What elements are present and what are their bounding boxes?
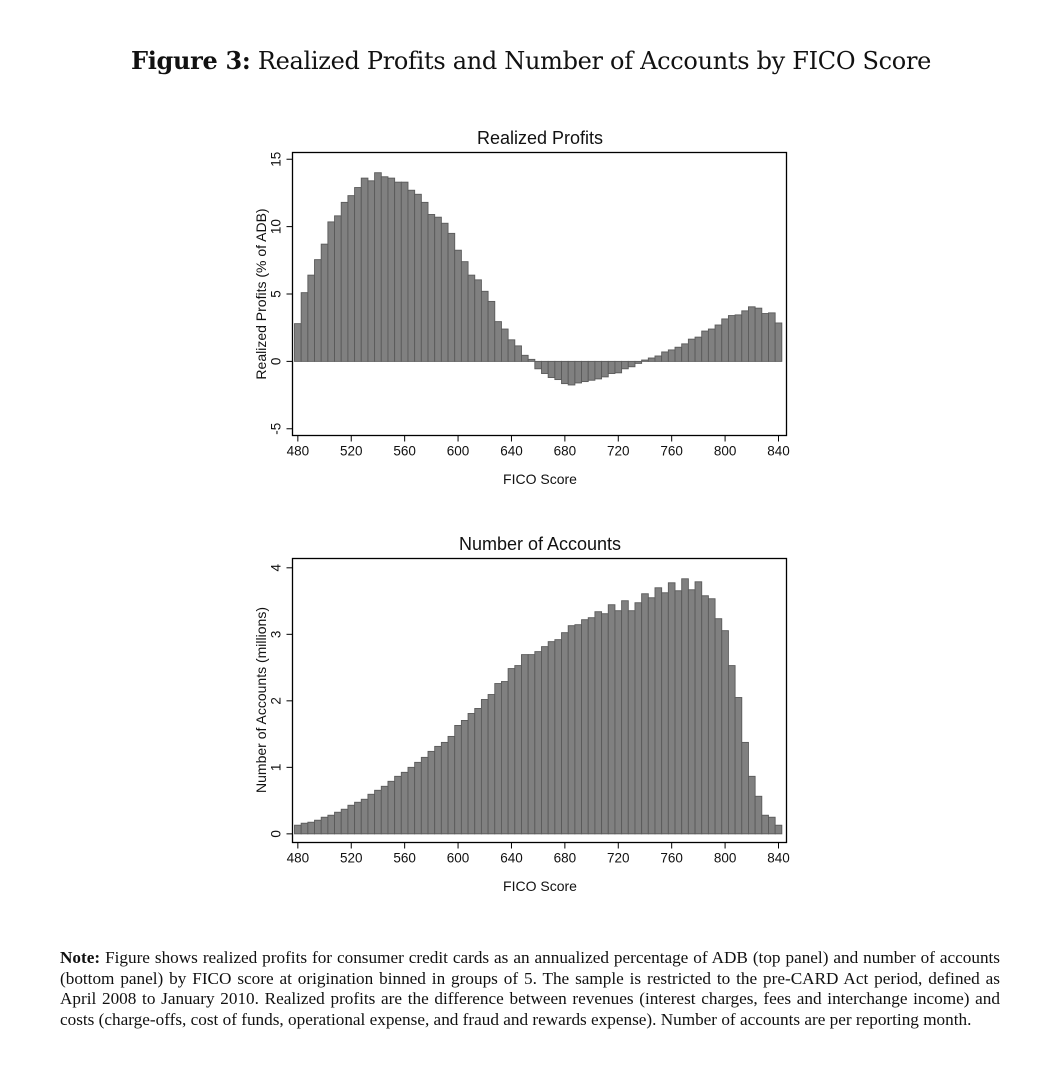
bar-770	[682, 579, 689, 834]
figure-title-text: Realized Profits and Number of Accounts by FICO Score	[257, 47, 932, 75]
bar-605	[461, 720, 468, 833]
bar-700	[588, 618, 595, 834]
bar-640	[508, 669, 515, 834]
x-tick-label: 760	[660, 443, 683, 459]
bar-645	[515, 666, 522, 834]
bar-815	[742, 742, 749, 833]
bar-630	[495, 684, 502, 834]
bar-540	[375, 790, 382, 834]
bar-745	[648, 598, 655, 834]
bar-740	[642, 594, 649, 834]
x-tick-label: 600	[446, 850, 470, 866]
bar-695	[582, 620, 589, 834]
x-tick-label: 640	[500, 850, 523, 866]
bar-490	[308, 822, 315, 834]
y-tick-label: 0	[268, 830, 284, 838]
figure-label: Figure 3:	[130, 46, 251, 75]
y-tick-label: 2	[268, 697, 284, 705]
x-tick-label: 720	[607, 443, 630, 459]
bar-830	[762, 815, 769, 834]
bar-755	[662, 593, 669, 834]
bar-720	[615, 611, 622, 834]
x-tick-label: 720	[607, 850, 630, 866]
bar-780	[695, 582, 702, 834]
bar-835	[768, 817, 775, 834]
x-tick-label: 560	[393, 850, 416, 866]
bar-750	[655, 588, 662, 834]
bar-525	[355, 802, 362, 834]
bar-705	[595, 612, 602, 834]
bar-795	[715, 619, 722, 834]
bar-765	[675, 591, 682, 834]
bar-670	[548, 642, 555, 834]
bar-680	[562, 633, 569, 834]
bar-825	[755, 796, 762, 834]
bar-790	[708, 599, 715, 834]
bar-625	[488, 695, 495, 834]
x-tick-label: 560	[393, 443, 416, 459]
bar-710	[602, 614, 609, 834]
figure-note	[60, 948, 1000, 1030]
bar-530	[361, 799, 368, 834]
x-tick-label: 480	[286, 850, 310, 866]
bar-535	[368, 794, 375, 834]
bar-760	[668, 583, 675, 834]
bar-500	[321, 817, 328, 834]
bar-565	[408, 767, 415, 834]
y-tick-label: 15	[268, 151, 284, 167]
bar-735	[635, 603, 642, 834]
y-axis-label: Number of Accounts (millions)	[253, 607, 269, 793]
x-tick-label: 640	[500, 443, 523, 459]
bar-495	[315, 820, 322, 834]
bar-810	[735, 698, 742, 834]
bar-600	[455, 725, 462, 833]
bar-505	[328, 815, 335, 834]
bar-715	[608, 605, 615, 834]
x-tick-label: 520	[339, 850, 363, 866]
x-axis-label: FICO Score	[503, 878, 577, 894]
y-tick-label: 1	[268, 763, 284, 772]
bar-840	[775, 825, 782, 834]
x-tick-label: 760	[660, 850, 683, 866]
y-tick-label: 4	[268, 564, 284, 572]
bar-785	[702, 596, 709, 834]
bar-685	[568, 626, 575, 834]
bar-590	[441, 742, 448, 833]
bar-510	[335, 812, 342, 834]
bar-805	[728, 666, 735, 834]
bar-730	[628, 611, 635, 834]
bar-555	[395, 776, 402, 834]
bar-650	[521, 655, 528, 834]
chart-title: Number of Accounts	[458, 534, 622, 554]
bar-620	[481, 700, 488, 834]
bar-595	[448, 736, 455, 833]
y-tick-label: 0	[268, 357, 284, 366]
bar-515	[341, 809, 348, 834]
bar-585	[435, 746, 442, 833]
y-tick-label: -5	[268, 422, 284, 435]
bar-635	[501, 682, 508, 834]
y-tick-label: 10	[268, 219, 284, 235]
bar-580	[428, 751, 435, 833]
bar-610	[468, 713, 475, 833]
bar-690	[575, 625, 582, 834]
y-tick-label: 5	[268, 290, 284, 298]
bar-485	[301, 823, 308, 834]
bar-520	[348, 805, 355, 834]
bar-655	[528, 655, 535, 834]
bar-480	[295, 825, 302, 834]
x-axis-label: FICO Score	[503, 471, 577, 487]
bar-675	[555, 640, 562, 834]
x-tick-label: 840	[767, 850, 790, 866]
x-tick-label: 600	[446, 443, 470, 459]
bar-775	[688, 590, 695, 834]
x-tick-label: 680	[553, 443, 577, 459]
bar-550	[388, 781, 395, 834]
y-tick-label: 3	[268, 630, 284, 639]
note-text: Figure shows realized profits for consumer credit cards as an annualized percentage of ADB (top panel) and number of accounts (bottom panel) by FICO score at origination binned in groups of 5. The sample is restricted to the pre-CARD Act period, defined as April 2008 to January 2010. Realized profits are the difference between revenues (interest charges, fees and interchange income) and costs (charge-offs, cost of funds, operational expense, and fraud and rewards expense). Number of accounts are per reporting month.	[60, 948, 1000, 1029]
bar-665	[542, 647, 549, 834]
y-axis-ticks	[269, 564, 293, 838]
bar-615	[475, 708, 482, 833]
x-tick-label: 680	[553, 850, 577, 866]
x-tick-label: 800	[713, 443, 737, 459]
y-axis-label: Realized Profits (% of ADB)	[253, 208, 269, 380]
x-tick-label: 520	[339, 443, 363, 459]
chart-title: Realized Profits	[476, 128, 604, 148]
bar-570	[415, 762, 422, 833]
bar-820	[748, 776, 755, 834]
x-axis-ticks	[287, 843, 790, 866]
note-label: Note:	[60, 948, 101, 967]
bar-800	[722, 631, 729, 834]
bar-560	[401, 772, 408, 834]
bar-545	[381, 786, 388, 834]
bar-575	[421, 757, 428, 833]
bars	[295, 579, 782, 834]
x-tick-label: 840	[767, 443, 790, 459]
x-tick-label: 480	[286, 443, 310, 459]
bar-660	[535, 652, 542, 834]
x-tick-label: 800	[713, 850, 737, 866]
bar-725	[622, 601, 629, 834]
